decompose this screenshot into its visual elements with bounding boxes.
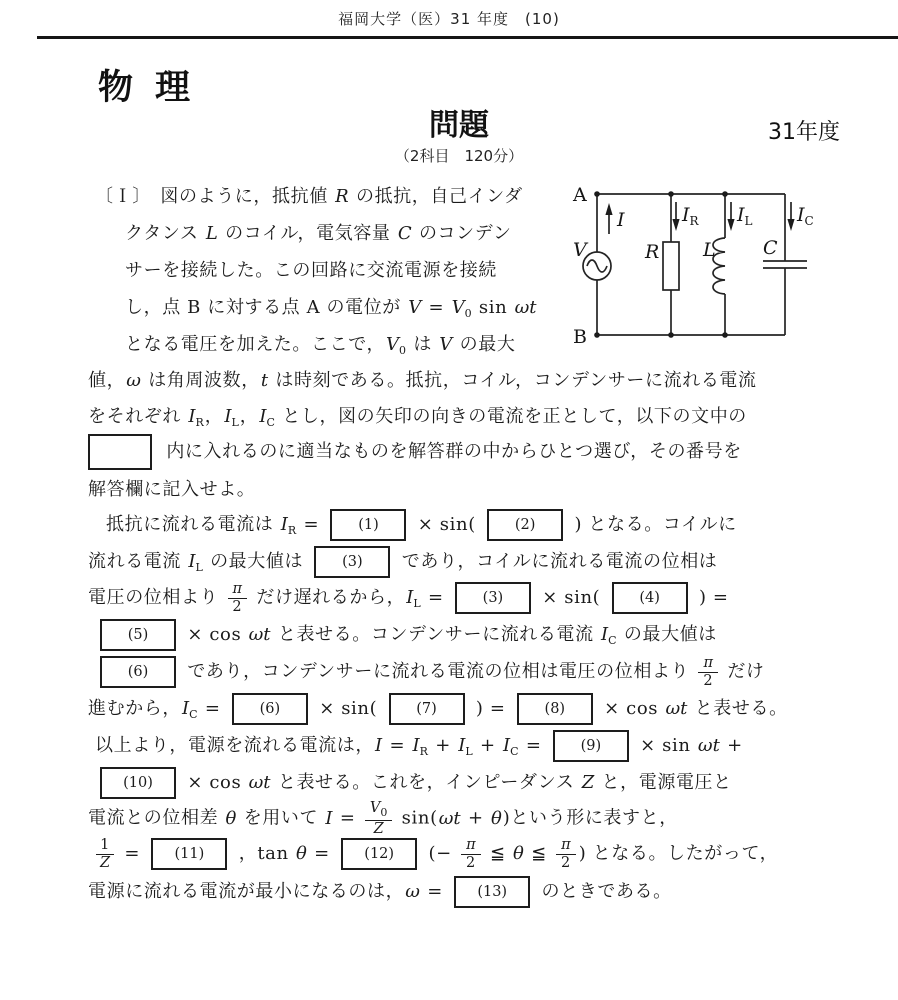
text-run: + (461, 807, 490, 829)
text-run: × cos (181, 772, 248, 793)
answer-box-4: (4) (612, 582, 688, 614)
math-var: Z (581, 772, 595, 793)
text-line-3 (125, 256, 497, 286)
text-run: ) = (692, 587, 729, 609)
math-var: ωt (665, 698, 688, 719)
text-run: = (420, 881, 450, 902)
subject-title: 物理 (98, 68, 213, 108)
text-line-8 (88, 434, 742, 470)
text-run: ， (204, 406, 224, 427)
text-run: ) となる。したがって， (578, 843, 779, 865)
math-subscript: R (419, 745, 428, 758)
math-subscript: L (231, 416, 239, 429)
text-run: 〔Ｉ〕 図のように，抵抗値 (95, 186, 335, 207)
text-line-10 (106, 509, 737, 546)
math-var-sub: $I_R$ (412, 735, 428, 758)
math-var: V (439, 334, 453, 355)
label-current-ir: $I_R$ (682, 204, 699, 228)
answer-box-5: (5) (100, 619, 176, 651)
text-line-11 (88, 546, 717, 583)
text-run: ，tan (232, 843, 296, 865)
text-run: とし，図の矢印の向きの電流を正として，以下の文中の (275, 406, 747, 427)
text-run: 2 (465, 854, 476, 871)
text-run: = (198, 698, 227, 719)
math-var: ωt (248, 772, 271, 793)
math-var: π (232, 581, 243, 597)
label-source-v: V (573, 239, 587, 261)
math-var-sub: $I_C$ (502, 735, 519, 758)
arrowhead-down-icon (672, 219, 679, 231)
text-run: = (297, 514, 326, 535)
math-subscript: 0 (464, 307, 472, 320)
label-capacitor-c: C (763, 237, 778, 259)
answer-box-11: (11) (151, 838, 227, 870)
text-run: + (473, 735, 502, 756)
answer-box-8: (8) (517, 693, 593, 725)
label-inductor-l: L (703, 239, 716, 261)
math-var: I (375, 735, 383, 756)
text-run: 電圧の位相より (88, 587, 225, 609)
fraction-denominator (369, 821, 389, 838)
text-run: となる電圧を加えた。ここで， (125, 334, 386, 355)
header-rule (37, 36, 898, 39)
math-subscript: C (608, 634, 617, 647)
text-run: の抵抗，自己インダ (349, 186, 523, 207)
text-run: のときである。 (535, 881, 672, 902)
fraction (461, 837, 481, 871)
junction-dot (722, 191, 728, 197)
text-run: の最大値は (617, 624, 717, 645)
math-var: θ (490, 807, 502, 829)
text-run: = (421, 587, 450, 609)
answer-box-12: (12) (341, 838, 417, 870)
junction-dot (668, 332, 674, 338)
math-var-sub: $V_0$ (369, 800, 388, 819)
answer-box-3: (3) (314, 546, 390, 578)
text-run: 2 (232, 598, 243, 615)
text-run: と表せる。 (688, 698, 788, 719)
math-var: π (561, 837, 571, 853)
text-run: の最大 (453, 334, 516, 355)
text-run: ) となる。コイルに (568, 514, 737, 535)
page-header: 福岡大学（医）31 年度 (10) (338, 10, 560, 28)
text-line-16 (95, 730, 743, 767)
math-var: θ (225, 807, 237, 829)
text-run: + (428, 735, 458, 756)
math-var: ωt (438, 807, 461, 829)
text-run: クタンス (125, 223, 205, 244)
label-current-ic: $I_C$ (797, 204, 814, 228)
text-run: 解答欄に記入せよ。 (88, 479, 256, 500)
junction-dot (668, 191, 674, 197)
math-var: θ (296, 843, 307, 865)
math-var: ωt (697, 735, 720, 756)
arrowhead-down-icon (787, 219, 794, 231)
math-var: C (397, 223, 412, 244)
math-var-sub: $I_L$ (406, 587, 421, 611)
fraction (556, 837, 576, 871)
math-var: π (703, 655, 714, 671)
text-run: は時刻である。抵抗，コイル，コンデンサーに流れる電流 (269, 370, 757, 391)
text-run: だけ遅れるから， (250, 587, 406, 609)
node-a-dot (594, 191, 600, 197)
text-run: 2 (703, 672, 714, 689)
math-var-sub: $I_L$ (458, 735, 473, 758)
label-current-i: I (617, 209, 625, 231)
text-line-18 (88, 800, 678, 837)
math-var-sub: $I_L$ (188, 551, 203, 574)
math-subscript: L (465, 745, 473, 758)
text-run: × sin (633, 735, 697, 756)
text-run: サーを接続した。この回路に交流電源を接続 (125, 260, 497, 281)
text-run: × sin( (535, 587, 607, 609)
math-subscript: 0 (380, 806, 388, 819)
fraction-numerator (556, 837, 576, 855)
text-line-5 (125, 330, 515, 366)
circuit-diagram (565, 176, 885, 352)
math-subscript: R (195, 416, 204, 429)
fraction-denominator (95, 855, 115, 872)
text-run: 進むから， (88, 698, 181, 719)
text-run: と表せる。これを，インピーダンス (271, 772, 581, 793)
text-line-20 (88, 876, 672, 908)
answer-box-3: (3) (455, 582, 531, 614)
text-line-14 (95, 655, 765, 689)
arrowhead-up-icon (605, 203, 612, 215)
text-line-9 (88, 475, 255, 505)
text-run: = (118, 843, 147, 865)
fraction-numerator (365, 800, 392, 821)
answer-box-1: (1) (330, 509, 406, 541)
math-var: Z (100, 854, 111, 871)
math-var: t (260, 370, 269, 391)
fraction (95, 837, 115, 871)
text-run: の最大値は (203, 551, 310, 572)
math-subscript: L (195, 561, 203, 574)
fraction-numerator (461, 837, 481, 855)
math-var-sub: $I_R$ (280, 514, 297, 537)
text-run: だけ (721, 661, 765, 683)
math-subscript: C (189, 708, 198, 721)
text-run: をそれぞれ (88, 406, 188, 427)
answer-box-2: (2) (487, 509, 563, 541)
page-title: 問題 (429, 108, 489, 143)
answer-box-7: (7) (389, 693, 465, 725)
fraction-denominator (699, 673, 717, 690)
math-subscript: C (510, 745, 519, 758)
fraction-denominator (557, 855, 575, 872)
math-var: θ (513, 843, 524, 865)
text-run: のコイル，電気容量 (218, 223, 397, 244)
text-run: は (407, 334, 439, 355)
math-var: π (466, 837, 476, 853)
text-line-2 (125, 219, 512, 249)
text-run: ) = (469, 698, 512, 719)
label-node-a: A (573, 184, 587, 206)
math-subscript: R (287, 524, 297, 537)
fraction-numerator (698, 655, 718, 673)
text-run: sin (472, 297, 514, 318)
resistor-icon (663, 242, 679, 290)
text-run: = (307, 843, 337, 865)
math-var: ω (405, 881, 420, 902)
text-run: と，電源電圧と (595, 772, 732, 793)
math-var-sub: $I_C$ (259, 406, 275, 429)
text-run: = (383, 735, 412, 756)
node-b-dot (594, 332, 600, 338)
arrowhead-down-icon (727, 219, 734, 231)
text-run: 抵抗に流れる電流は (106, 514, 280, 535)
text-run: 1 (100, 837, 110, 853)
text-run: 2 (561, 854, 571, 871)
text-line-6 (88, 366, 757, 396)
fraction (698, 655, 718, 689)
text-run: 電源に流れる電流が最小になるのは， (88, 881, 405, 902)
text-line-15 (88, 693, 788, 730)
text-run: ≦ (524, 843, 554, 865)
text-run: ， (239, 406, 259, 427)
text-run: であり，コンデンサーに流れる電流の位相は電圧の位相より (181, 661, 696, 683)
text-line-1 (95, 182, 523, 212)
text-line-12 (88, 581, 729, 619)
text-run: し，点 B に対する点 A の電位が (125, 297, 408, 318)
math-subscript: C (266, 416, 275, 429)
text-run: × sin( (312, 698, 384, 719)
text-run: × sin( (411, 514, 483, 535)
text-line-17 (95, 767, 732, 799)
text-run: 流れる電流 (88, 551, 188, 572)
answer-box-13: (13) (454, 876, 530, 908)
fraction-numerator (96, 837, 114, 855)
math-var-sub: $I_C$ (182, 698, 198, 721)
text-run: = (519, 735, 548, 756)
math-var: Z (373, 820, 384, 837)
math-subscript: 0 (399, 344, 407, 357)
junction-dot (722, 332, 728, 338)
fraction-denominator (462, 855, 480, 872)
text-line-13 (95, 619, 717, 656)
math-var: V (408, 297, 422, 318)
math-var-sub: $V_0$ (451, 297, 472, 320)
exam-note: （2科目 120分） (394, 147, 524, 165)
text-run: 電流との位相差 (88, 807, 225, 829)
answer-box-9: (9) (553, 730, 629, 762)
text-run: 内に入れるのに適当なものを解答群の中からひとつ選び，その番号を (160, 441, 742, 462)
text-run: × cos (181, 624, 248, 645)
fraction-numerator (228, 581, 248, 599)
text-run: (− (422, 843, 459, 865)
math-var: I (325, 807, 333, 829)
fraction (228, 581, 248, 615)
text-line-7 (88, 402, 747, 438)
text-run: ≦ (483, 843, 512, 865)
fraction (365, 800, 392, 837)
text-run: sin( (395, 807, 438, 829)
math-var: L (205, 223, 218, 244)
math-var: ωt (514, 297, 537, 318)
label-current-il: $I_L$ (737, 204, 753, 228)
text-run: × cos (597, 698, 665, 719)
answer-box-10: (10) (100, 767, 176, 799)
label-node-b: B (573, 326, 587, 348)
math-var: R (335, 186, 349, 207)
math-var-sub: $I_R$ (188, 406, 204, 429)
text-run: を用いて (237, 807, 325, 829)
text-run: = (422, 297, 451, 318)
math-subscript: L (413, 597, 421, 611)
math-var-sub: $V_0$ (386, 334, 407, 357)
math-var-sub: $I_L$ (224, 406, 239, 429)
math-var: ω (126, 370, 141, 391)
text-run: + (720, 735, 743, 756)
text-run: )という形に表すと， (502, 807, 678, 829)
blank-answer-box (88, 434, 152, 470)
text-run: のコンデン (412, 223, 512, 244)
text-line-4 (125, 293, 538, 329)
year-label: 31年度 (768, 120, 840, 145)
text-run: であり，コイルに流れる電流の位相は (395, 551, 718, 572)
label-resistor-r: R (645, 241, 660, 263)
text-run: と表せる。コンデンサーに流れる電流 (271, 624, 601, 645)
math-var: ωt (248, 624, 271, 645)
text-run: は角周波数， (141, 370, 260, 391)
answer-box-6: (6) (100, 656, 176, 688)
math-var-sub: $I_C$ (601, 624, 617, 647)
fraction-denominator (228, 599, 246, 616)
text-run: 以上より，電源を流れる電流は， (95, 735, 374, 756)
text-line-19 (92, 837, 778, 871)
answer-box-6: (6) (232, 693, 308, 725)
text-run: 値， (88, 370, 126, 391)
text-run: = (333, 807, 362, 829)
